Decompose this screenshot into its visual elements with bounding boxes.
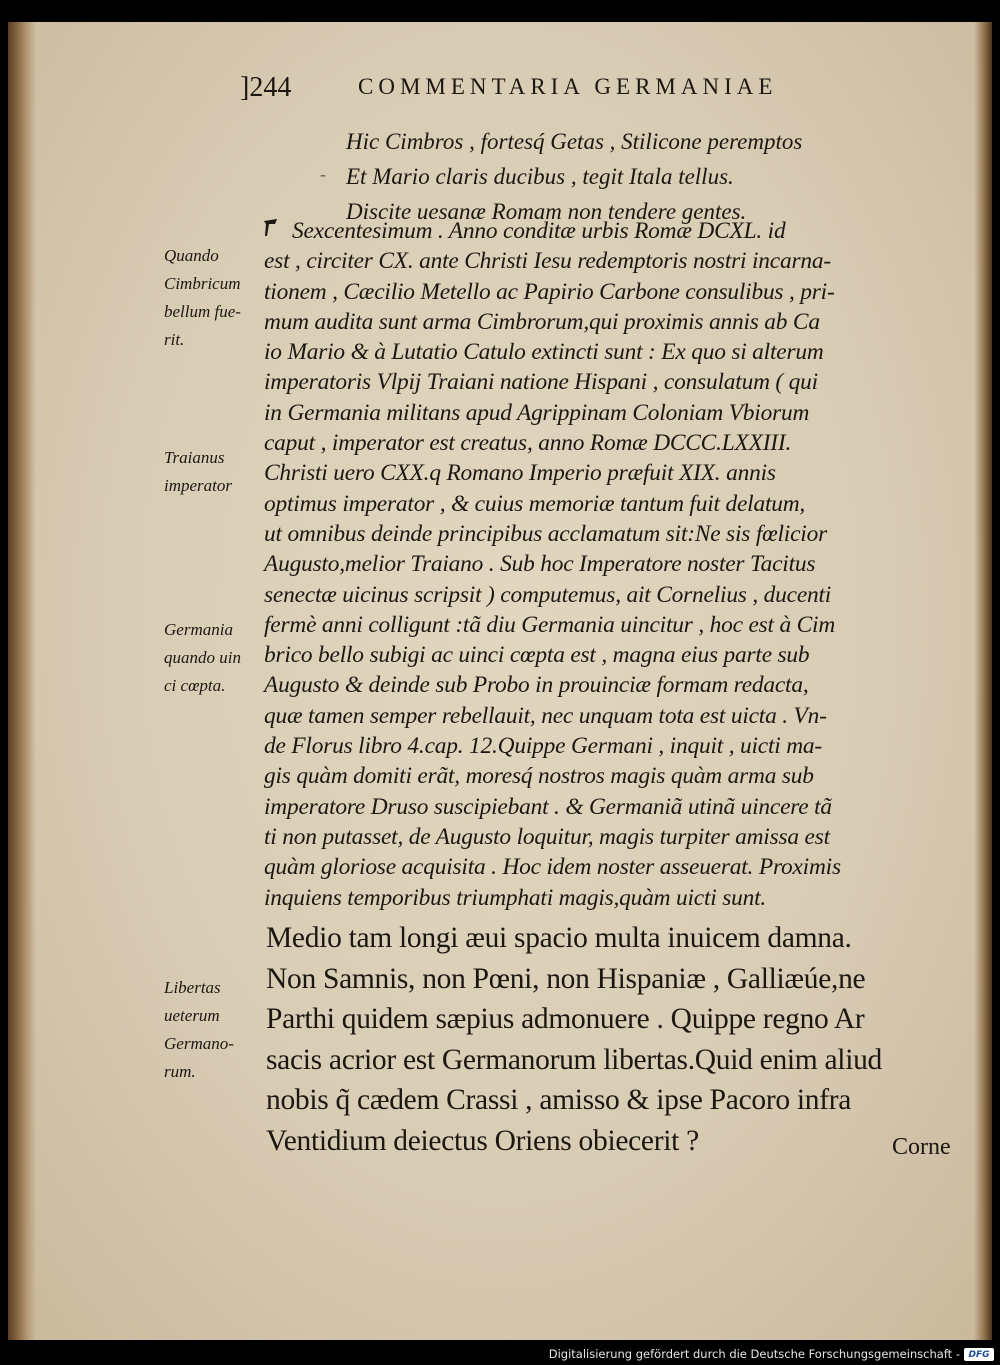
decorative-dash: - (320, 164, 326, 184)
quote-line: Parthi quidem sæpius admonuere . Quippe regno Ar (266, 1003, 865, 1035)
marginal-line: rum. (164, 1062, 196, 1081)
book-spine (8, 22, 36, 1340)
running-title: COMMENTARIA GERMANIAE (358, 74, 778, 99)
quote-line: Ventidium deiectus Oriens obiecerit ? (266, 1124, 699, 1157)
marginal-line: Traianus (164, 448, 225, 467)
footer-credit: Digitalisierung gefördert durch die Deutsche Forschungsgemeinschaft - (548, 1347, 960, 1361)
marginal-note-cimbricum (164, 242, 260, 354)
marginal-line: Germania (164, 620, 233, 639)
prose-line: de Florus libro 4.cap. 12.Quippe Germani , inquit , uicti ma- (264, 733, 823, 760)
prose-line: optimus imperator , & cuius memoriæ tantum fuit delatum, (264, 490, 806, 517)
prose-line: inquiens temporibus triumphati magis,quàm uicti sunt. (264, 884, 767, 911)
quote-block (266, 918, 966, 1161)
verse-block (346, 124, 966, 229)
prose-line: caput , imperator est creatus, anno Romæ DCCC.LXXIII. (264, 430, 792, 457)
page-number: ]244 (240, 72, 292, 103)
marginal-line: bellum fue- (164, 302, 241, 321)
prose-line: ut omnibus deinde principibus acclamatum sit:Ne sis fœlicior (264, 520, 827, 547)
marginal-line: imperator (164, 476, 232, 495)
marginal-note-traianus (164, 444, 260, 500)
quote-line: sacis acrior est Germanorum libertas.Quid enim aliud (266, 1043, 883, 1076)
prose-line: Augusto,melior Traiano . Sub hoc Imperatore noster Tacitus (264, 551, 816, 578)
dfg-logo-text: DFG (968, 1349, 990, 1360)
prose-line: io Mario & à Lutatio Catulo extincti sunt : Ex quo si alterum (264, 339, 824, 366)
marginal-note-germania (164, 616, 260, 700)
prose-line: fermè anni colligunt :tã diu Germania uincitur , hoc est à Cim (264, 611, 836, 638)
prose-block (264, 216, 964, 913)
marginal-line: ci cœpta. (164, 676, 226, 695)
page-edge (974, 22, 992, 1340)
dfg-logo-icon (964, 1348, 994, 1361)
prose-line: imperatore Druso suscipiebant . & Germaniã utinã uincere tã (264, 793, 832, 820)
prose-line: quæ tamen semper rebellauit, nec unquam tota est uicta . Vn- (264, 702, 827, 729)
digitization-footer (0, 1344, 1000, 1365)
verse-line: Hic Cimbros , fortesq́ Getas , Stilicone peremptos (346, 129, 803, 154)
marginal-line: Quando (164, 246, 219, 265)
marginal-line: Libertas (164, 978, 221, 997)
prose-line: Augusto & deinde sub Probo in prouinciæ formam redacta, (264, 672, 809, 699)
catchword: Corne (892, 1134, 951, 1160)
prose-line: brico bello subigi ac uinci cœpta est , magna eius parte sub (264, 642, 810, 669)
prose-line: Christi uero CXX.q Romano Imperio præfuit XIX. annis (264, 460, 776, 487)
quote-line: Medio tam longi æui spacio multa inuicem damna. (266, 922, 852, 954)
marginal-line: Germano- (164, 1034, 234, 1053)
page-header (240, 72, 960, 112)
marginal-line: quando uin (164, 648, 241, 667)
prose-line: ti non putasset, de Augusto loquitur, magis turpiter amissa est (264, 823, 830, 850)
prose-line: in Germania militans apud Agrippinam Coloniam Vbiorum (264, 399, 810, 426)
quote-line: Non Samnis, non Pœni, non Hispaniæ , Galliæúe,ne (266, 962, 866, 995)
marginal-line: rit. (164, 330, 185, 349)
prose-line: tionem , Cæcilio Metello ac Papirio Carbone consulibus , pri- (264, 278, 835, 305)
marginal-note-libertas (164, 974, 260, 1086)
marginal-line: ueterum (164, 1006, 220, 1025)
book-page (8, 22, 992, 1340)
prose-line: mum audita sunt arma Cimbrorum,qui proximis annis ab Ca (264, 308, 820, 335)
verse-line: Et Mario claris ducibus , tegit Itala tellus. (346, 164, 734, 189)
prose-line: est , circiter CX. ante Christi Iesu redemptoris nostri incarna- (264, 248, 831, 275)
verse-line: Discite uesanæ Romam non tendere gentes. (346, 199, 747, 224)
prose-line: imperatoris Vlpij Traiani natione Hispani , consulatum ( qui (264, 369, 818, 396)
prose-line: Sexcentesimum . Anno conditæ urbis Romæ DCXL. id (292, 218, 786, 244)
prose-line: gis quàm domiti erãt, moresq́ nostros magis quàm arma sub (264, 763, 814, 790)
prose-line: senectæ uicinus scripsit ) computemus, ait Cornelius , ducenti (264, 581, 832, 608)
quote-line: nobis q̃ cædem Crassi , amisso & ipse Pacoro infra (266, 1084, 852, 1116)
marginal-line: Cimbricum (164, 274, 241, 293)
prose-line: quàm gloriose acquisita . Hoc idem noster asseuerat. Proximis (264, 854, 841, 881)
